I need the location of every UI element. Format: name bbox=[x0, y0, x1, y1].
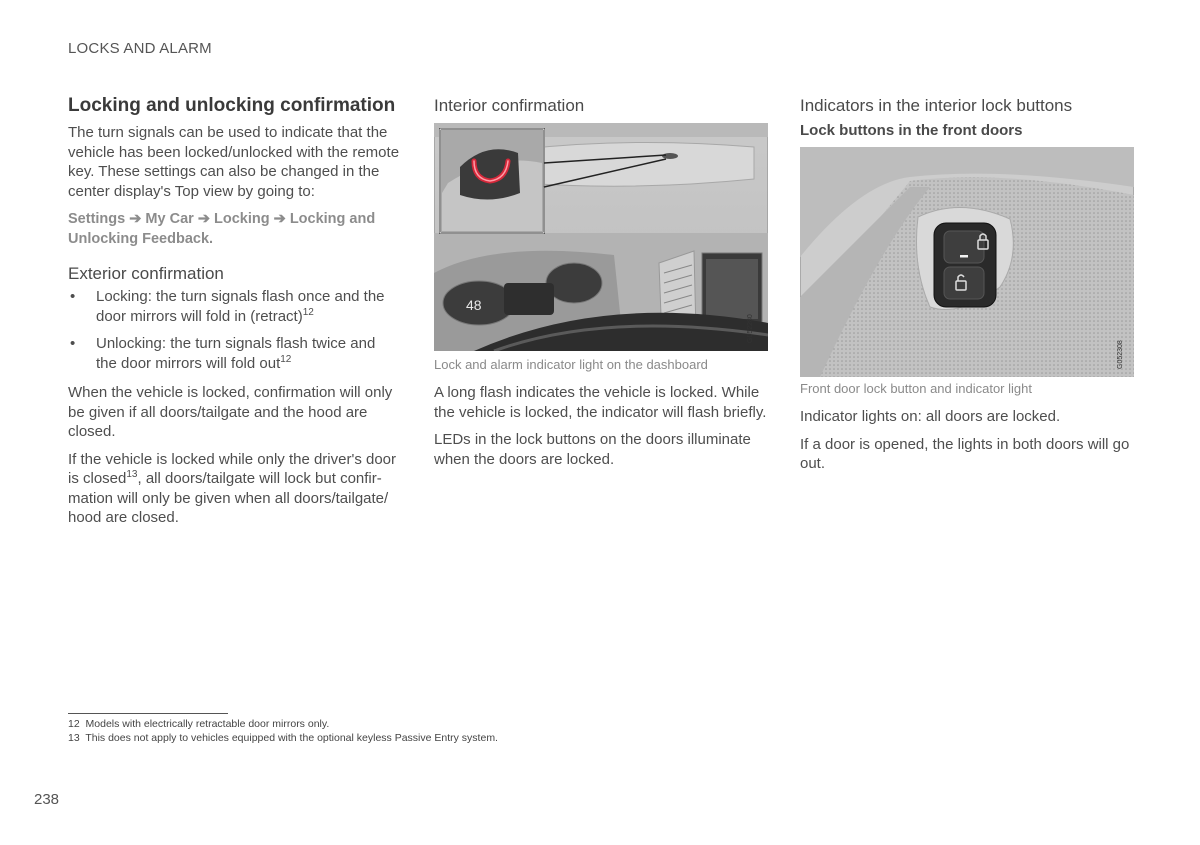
lock-indicator-light bbox=[960, 255, 968, 258]
driver-door-text-b: , all doors/tailgate will lock but confirmation will only be given when all doors/tailgate/ hood are closed. bbox=[68, 470, 389, 526]
exterior-bullet-list bbox=[68, 287, 400, 373]
intro-paragraph: The turn signals can be used to indicate that the vehicle has been locked/unlocked with the remote key. These settings can also be changed in the center display's Top view by going to: bbox=[68, 124, 400, 200]
bullet-locking-text: Locking: the turn signals flash once and the door mirrors will fold in (retract) bbox=[96, 288, 385, 325]
path-locking-feedback: Locking and Unlocking Feedback. bbox=[68, 211, 376, 247]
footnote-ref-12: 12 bbox=[302, 306, 314, 318]
driver-door-text-a: If the vehicle is locked while only the driver's door is closed bbox=[68, 450, 397, 487]
page-number: 238 bbox=[34, 791, 60, 808]
bullet-locking bbox=[68, 287, 400, 326]
door-opened-paragraph: If a door is opened, the lights in both doors will go out. bbox=[800, 435, 1130, 472]
leds-paragraph: LEDs in the lock buttons on the doors illuminate when the doors are locked. bbox=[434, 431, 751, 468]
column-locking-confirmation bbox=[68, 95, 400, 536]
exterior-confirmation-heading: Exterior confirmation bbox=[68, 264, 224, 283]
arrow-icon: ➔ bbox=[197, 211, 210, 227]
title-locking-confirmation: Locking and unlocking confirmation bbox=[68, 95, 396, 116]
path-settings: Settings bbox=[68, 211, 126, 227]
path-my-car: My Car bbox=[145, 211, 194, 227]
dashboard-caption: Lock and alarm indicator light on the dashboard bbox=[434, 357, 708, 372]
dashboard-illustration bbox=[434, 123, 768, 351]
footnote-text: This does not apply to vehicles equipped with the optional keyless Passive Entry system. bbox=[85, 732, 498, 744]
door-lock-illustration bbox=[800, 147, 1134, 377]
interior-confirmation-heading: Interior confirmation bbox=[434, 96, 585, 115]
footnote-13 bbox=[68, 732, 498, 745]
speed-readout: 48 bbox=[466, 297, 482, 313]
figure-code: G052308 bbox=[1117, 340, 1124, 369]
figure-code: G052280 bbox=[747, 314, 754, 343]
path-locking: Locking bbox=[214, 211, 270, 227]
locked-confirmation-paragraph: When the vehicle is locked, confirmation will only be given if all doors/tailgate and the hood are closed. bbox=[68, 384, 393, 440]
settings-path bbox=[68, 209, 400, 249]
driver-door-paragraph bbox=[68, 450, 400, 528]
column-interior-confirmation bbox=[434, 95, 768, 477]
footnote-ref-13: 13 bbox=[126, 469, 138, 480]
footnote-number: 12 bbox=[68, 718, 80, 730]
indicator-lights-paragraph: Indicator lights on: all doors are locked. bbox=[800, 408, 1061, 425]
door-lock-caption: Front door lock button and indicator light bbox=[800, 381, 1032, 396]
bullet-unlocking bbox=[68, 334, 400, 373]
footnote-ref-12: 12 bbox=[280, 353, 292, 365]
long-flash-paragraph: A long flash indicates the vehicle is locked. While the vehicle is locked, the indicator will flash briefly. bbox=[434, 384, 767, 421]
bullet-icon: • bbox=[70, 335, 76, 352]
interior-lock-buttons-heading: Indicators in the interior lock buttons bbox=[800, 96, 1073, 115]
bullet-icon: • bbox=[70, 288, 76, 305]
bullet-unlocking-text: Unlocking: the turn signals flash twice and the door mirrors will fold out bbox=[96, 335, 376, 372]
arrow-icon: ➔ bbox=[273, 211, 286, 227]
footnote-text: Models with electrically retractable door mirrors only. bbox=[85, 718, 330, 730]
arrow-icon: ➔ bbox=[129, 211, 142, 227]
footnote-12 bbox=[68, 718, 329, 731]
column-interior-lock-buttons bbox=[800, 95, 1134, 482]
footnote-divider bbox=[68, 713, 228, 714]
section-header: LOCKS AND ALARM bbox=[68, 40, 212, 57]
footnote-number: 13 bbox=[68, 732, 80, 744]
door-lock-figure bbox=[800, 147, 1134, 375]
dashboard-figure bbox=[434, 123, 768, 351]
front-doors-subheading: Lock buttons in the front doors bbox=[800, 122, 1023, 139]
